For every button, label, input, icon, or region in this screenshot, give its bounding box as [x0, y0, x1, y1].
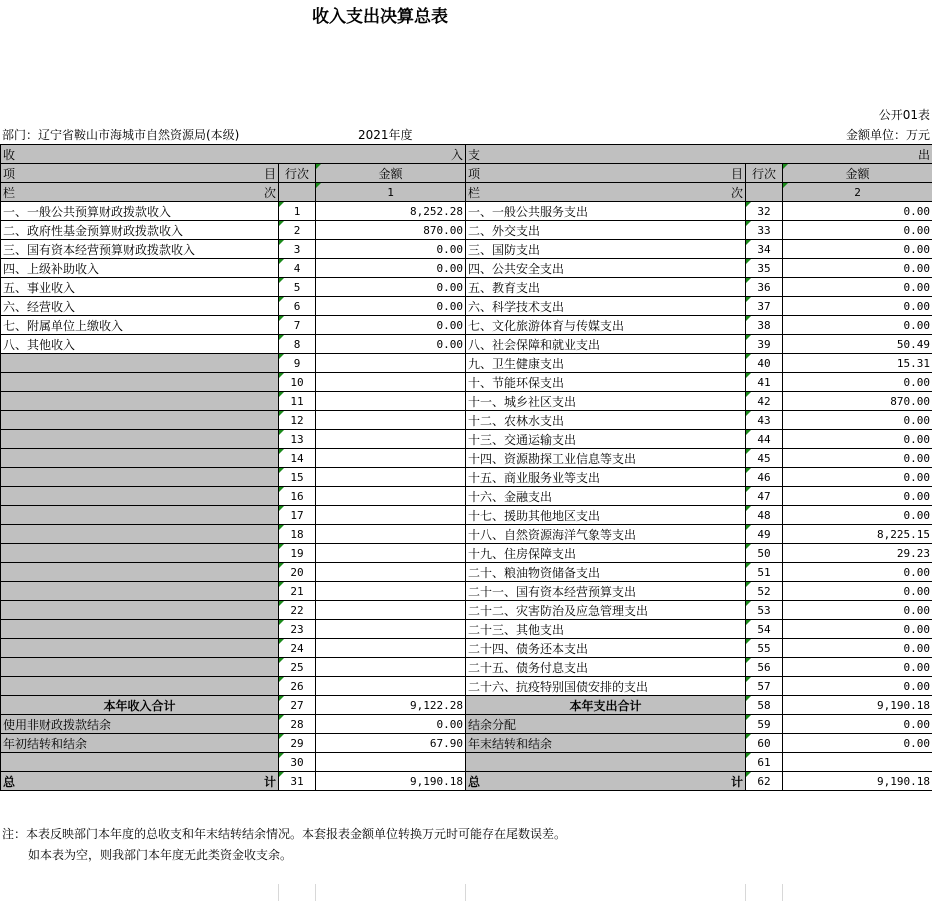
- expense-total-line-number: 58: [746, 696, 783, 715]
- income-item-label: [1, 373, 279, 392]
- table-row: [1, 658, 932, 677]
- income-line-number: 2: [279, 221, 316, 240]
- expense-amount: 0.00: [783, 373, 932, 392]
- expense-line-number: 59: [746, 715, 783, 734]
- income-line-number: 3: [279, 240, 316, 259]
- income-amount: [316, 753, 466, 772]
- expense-line-number: 32: [746, 202, 783, 221]
- income-amount: [316, 563, 466, 582]
- expense-amount: 50.49: [783, 335, 932, 354]
- totals-row: [1, 696, 932, 715]
- table-row: [1, 563, 932, 582]
- table-row: [1, 544, 932, 563]
- expense-item-header: 项 目: [466, 164, 746, 183]
- income-lineno-header: 行次: [279, 164, 316, 183]
- income-item-label: [1, 582, 279, 601]
- expense-item-label: 二十二、灾害防治及应急管理支出: [466, 601, 746, 620]
- table-row: [1, 753, 932, 772]
- expense-line-number: 40: [746, 354, 783, 373]
- expense-line-number: 54: [746, 620, 783, 639]
- expense-item-label: 结余分配: [466, 715, 746, 734]
- expense-line-number: 44: [746, 430, 783, 449]
- income-item-label: [1, 620, 279, 639]
- income-amount: [316, 582, 466, 601]
- expense-item-label: 二十五、债务付息支出: [466, 658, 746, 677]
- income-amount: 870.00: [316, 221, 466, 240]
- income-item-label: 八、其他收入: [1, 335, 279, 354]
- income-line-number: 18: [279, 525, 316, 544]
- table-row: [1, 240, 932, 259]
- income-amount: [316, 354, 466, 373]
- expense-line-number: 45: [746, 449, 783, 468]
- expense-line-number: 41: [746, 373, 783, 392]
- table-row: [1, 202, 932, 221]
- income-item-label: [1, 658, 279, 677]
- expense-total-amount: 9,190.18: [783, 696, 932, 715]
- expense-amount: 0.00: [783, 639, 932, 658]
- expense-item-label: 十一、城乡社区支出: [466, 392, 746, 411]
- table-row: [1, 734, 932, 753]
- expense-item-label: 五、教育支出: [466, 278, 746, 297]
- expense-col-index-label: 栏 次: [466, 183, 746, 202]
- income-item-label: 使用非财政拨款结余: [1, 715, 279, 734]
- expense-line-number: 39: [746, 335, 783, 354]
- income-item-label: [1, 544, 279, 563]
- expense-col-index: 2: [783, 183, 932, 202]
- income-item-label: [1, 449, 279, 468]
- income-amount: 67.90: [316, 734, 466, 753]
- table-row: [1, 411, 932, 430]
- expense-amount: 0.00: [783, 430, 932, 449]
- income-line-number: 28: [279, 715, 316, 734]
- expense-item-label: 二、外交支出: [466, 221, 746, 240]
- income-amount: [316, 601, 466, 620]
- expense-amount: 29.23: [783, 544, 932, 563]
- expense-line-number: 53: [746, 601, 783, 620]
- income-amount-header: 金额: [316, 164, 466, 183]
- expense-line-number: 60: [746, 734, 783, 753]
- income-item-label: 七、附属单位上缴收入: [1, 316, 279, 335]
- expense-item-label: 二十一、国有资本经营预算支出: [466, 582, 746, 601]
- income-amount: 0.00: [316, 297, 466, 316]
- expense-line-number: 52: [746, 582, 783, 601]
- table-row: [1, 487, 932, 506]
- expense-line-number: 33: [746, 221, 783, 240]
- expense-line-number: 49: [746, 525, 783, 544]
- income-line-number: 19: [279, 544, 316, 563]
- income-total-label: 本年收入合计: [1, 696, 279, 715]
- income-line-number: 1: [279, 202, 316, 221]
- income-line-number: 20: [279, 563, 316, 582]
- income-amount: [316, 411, 466, 430]
- expense-item-label: 十七、援助其他地区支出: [466, 506, 746, 525]
- expense-item-label: 二十、粮油物资储备支出: [466, 563, 746, 582]
- income-amount: [316, 620, 466, 639]
- expense-amount: 0.00: [783, 316, 932, 335]
- income-line-number: 8: [279, 335, 316, 354]
- income-total-amount: 9,122.28: [316, 696, 466, 715]
- expense-item-label: 十六、金融支出: [466, 487, 746, 506]
- income-amount: [316, 487, 466, 506]
- income-line-number: 17: [279, 506, 316, 525]
- income-expense-table: [0, 144, 932, 791]
- income-line-number: 11: [279, 392, 316, 411]
- expense-amount: 0.00: [783, 240, 932, 259]
- income-item-label: [1, 677, 279, 696]
- note-line-1: 注：本表反映部门本年度的总收支和年末结转结余情况。本套报表金额单位转换万元时可能存在尾数误差。: [2, 827, 567, 841]
- expense-line-number: 61: [746, 753, 783, 772]
- income-amount: [316, 639, 466, 658]
- income-item-label: [1, 563, 279, 582]
- sheet-gridline: [315, 884, 316, 901]
- income-total-line-number: 27: [279, 696, 316, 715]
- grand-total-row: [1, 772, 932, 791]
- expense-amount: 0.00: [783, 259, 932, 278]
- expense-item-label: 三、国防支出: [466, 240, 746, 259]
- income-item-label: [1, 487, 279, 506]
- table-row: [1, 354, 932, 373]
- income-line-number: 29: [279, 734, 316, 753]
- income-item-label: [1, 468, 279, 487]
- income-col-index-label: 栏 次: [1, 183, 279, 202]
- expense-item-label: 二十四、债务还本支出: [466, 639, 746, 658]
- expense-amount: 0.00: [783, 449, 932, 468]
- income-line-number: 23: [279, 620, 316, 639]
- expense-lineno-header: 行次: [746, 164, 783, 183]
- expense-amount: 0.00: [783, 468, 932, 487]
- income-item-label: 二、政府性基金预算财政拨款收入: [1, 221, 279, 240]
- expense-amount: 0.00: [783, 563, 932, 582]
- table-row: [1, 430, 932, 449]
- income-item-label: [1, 525, 279, 544]
- income-item-label: [1, 506, 279, 525]
- income-amount: [316, 677, 466, 696]
- income-item-label: [1, 354, 279, 373]
- expense-amount: 0.00: [783, 202, 932, 221]
- income-item-label: [1, 430, 279, 449]
- table-row: [1, 506, 932, 525]
- expense-item-label: 十四、资源勘探工业信息等支出: [466, 449, 746, 468]
- income-item-label: [1, 392, 279, 411]
- expense-item-label: 十五、商业服务业等支出: [466, 468, 746, 487]
- expense-amount: 0.00: [783, 506, 932, 525]
- income-col-index: 1: [316, 183, 466, 202]
- expense-section-header: 支 出: [466, 145, 932, 164]
- income-line-number: 26: [279, 677, 316, 696]
- expense-col-index-blank: [746, 183, 783, 202]
- income-amount: 0.00: [316, 335, 466, 354]
- expense-line-number: 56: [746, 658, 783, 677]
- expense-line-number: 43: [746, 411, 783, 430]
- expense-amount-header: 金额: [783, 164, 932, 183]
- income-line-number: 7: [279, 316, 316, 335]
- expense-grand-total-amount: 9,190.18: [783, 772, 932, 791]
- table-row: [1, 297, 932, 316]
- income-amount: [316, 449, 466, 468]
- income-grand-total-amount: 9,190.18: [316, 772, 466, 791]
- sheet-gridline: [745, 884, 746, 901]
- report-title: 收入支出决算总表: [312, 7, 448, 27]
- expense-item-label: 六、科学技术支出: [466, 297, 746, 316]
- income-amount: [316, 544, 466, 563]
- expense-amount: 0.00: [783, 582, 932, 601]
- table-row: [1, 449, 932, 468]
- expense-item-label: 十九、住房保障支出: [466, 544, 746, 563]
- income-amount: 8,252.28: [316, 202, 466, 221]
- income-amount: [316, 468, 466, 487]
- income-line-number: 16: [279, 487, 316, 506]
- income-amount: [316, 430, 466, 449]
- income-grand-total-label: 总 计: [1, 772, 279, 791]
- income-col-index-blank: [279, 183, 316, 202]
- expense-line-number: 55: [746, 639, 783, 658]
- income-line-number: 9: [279, 354, 316, 373]
- income-line-number: 30: [279, 753, 316, 772]
- expense-item-label: 十三、交通运输支出: [466, 430, 746, 449]
- unit-label: 金额单位：万元: [845, 128, 930, 142]
- income-item-label: 三、国有资本经营预算财政拨款收入: [1, 240, 279, 259]
- expense-line-number: 48: [746, 506, 783, 525]
- income-item-label: 六、经营收入: [1, 297, 279, 316]
- income-amount: 0.00: [316, 316, 466, 335]
- expense-amount: 0.00: [783, 411, 932, 430]
- income-amount: 0.00: [316, 259, 466, 278]
- expense-line-number: 47: [746, 487, 783, 506]
- income-item-label: 四、上级补助收入: [1, 259, 279, 278]
- income-amount: [316, 658, 466, 677]
- expense-amount: 0.00: [783, 658, 932, 677]
- form-code: 公开01表: [878, 108, 930, 122]
- expense-grand-line-number: 62: [746, 772, 783, 791]
- expense-amount: 8,225.15: [783, 525, 932, 544]
- income-item-label: [1, 753, 279, 772]
- income-line-number: 24: [279, 639, 316, 658]
- income-line-number: 5: [279, 278, 316, 297]
- income-line-number: 6: [279, 297, 316, 316]
- expense-amount: 15.31: [783, 354, 932, 373]
- table-row: [1, 335, 932, 354]
- table-row: [1, 677, 932, 696]
- table-row: [1, 468, 932, 487]
- income-line-number: 21: [279, 582, 316, 601]
- income-line-number: 12: [279, 411, 316, 430]
- table-row: [1, 221, 932, 240]
- year-label: 2021年度: [358, 128, 413, 142]
- expense-amount: 0.00: [783, 221, 932, 240]
- header-row-index: [1, 183, 932, 202]
- expense-amount: 0.00: [783, 734, 932, 753]
- table-row: [1, 373, 932, 392]
- expense-item-label: 二十六、抗疫特别国债安排的支出: [466, 677, 746, 696]
- header-row-section: [1, 145, 932, 164]
- expense-amount: 0.00: [783, 487, 932, 506]
- expense-item-label: 七、文化旅游体育与传媒支出: [466, 316, 746, 335]
- expense-amount: 0.00: [783, 278, 932, 297]
- expense-item-label: 一、一般公共服务支出: [466, 202, 746, 221]
- expense-line-number: 51: [746, 563, 783, 582]
- income-amount: [316, 373, 466, 392]
- expense-grand-total-label: 总 计: [466, 772, 746, 791]
- income-line-number: 22: [279, 601, 316, 620]
- income-amount: 0.00: [316, 278, 466, 297]
- income-item-label: [1, 601, 279, 620]
- expense-amount: 0.00: [783, 297, 932, 316]
- expense-amount: 0.00: [783, 601, 932, 620]
- table-row: [1, 715, 932, 734]
- sheet-gridline: [278, 884, 279, 901]
- income-item-label: 一、一般公共预算财政拨款收入: [1, 202, 279, 221]
- table-row: [1, 392, 932, 411]
- sheet-gridline: [782, 884, 783, 901]
- table-row: [1, 601, 932, 620]
- income-grand-line-number: 31: [279, 772, 316, 791]
- income-item-label: 年初结转和结余: [1, 734, 279, 753]
- expense-line-number: 34: [746, 240, 783, 259]
- expense-line-number: 57: [746, 677, 783, 696]
- table-row: [1, 620, 932, 639]
- expense-line-number: 46: [746, 468, 783, 487]
- income-item-label: 五、事业收入: [1, 278, 279, 297]
- expense-total-label: 本年支出合计: [466, 696, 746, 715]
- income-item-label: [1, 639, 279, 658]
- expense-item-label: 年末结转和结余: [466, 734, 746, 753]
- expense-item-label: 八、社会保障和就业支出: [466, 335, 746, 354]
- income-item-label: [1, 411, 279, 430]
- sheet-gridline: [465, 884, 466, 901]
- department-label: 部门：辽宁省鞍山市海城市自然资源局(本级): [2, 128, 240, 142]
- header-row-columns: [1, 164, 932, 183]
- expense-amount: 870.00: [783, 392, 932, 411]
- income-line-number: 15: [279, 468, 316, 487]
- income-item-header: 项 目: [1, 164, 279, 183]
- expense-amount: 0.00: [783, 677, 932, 696]
- income-amount: [316, 392, 466, 411]
- income-line-number: 13: [279, 430, 316, 449]
- income-line-number: 14: [279, 449, 316, 468]
- expense-item-label: 十八、自然资源海洋气象等支出: [466, 525, 746, 544]
- table-row: [1, 639, 932, 658]
- income-line-number: 4: [279, 259, 316, 278]
- expense-item-label: 四、公共安全支出: [466, 259, 746, 278]
- income-amount: 0.00: [316, 240, 466, 259]
- income-section-header: 收 入: [1, 145, 466, 164]
- expense-amount: 0.00: [783, 620, 932, 639]
- expense-line-number: 36: [746, 278, 783, 297]
- table-row: [1, 316, 932, 335]
- expense-item-label: 十二、农林水支出: [466, 411, 746, 430]
- income-amount: [316, 506, 466, 525]
- note-line-2: 如本表为空，则我部门本年度无此类资金收支余。: [28, 848, 293, 862]
- table-row: [1, 582, 932, 601]
- expense-line-number: 37: [746, 297, 783, 316]
- expense-item-label: 二十三、其他支出: [466, 620, 746, 639]
- expense-line-number: 42: [746, 392, 783, 411]
- table-row: [1, 278, 932, 297]
- expense-amount: 0.00: [783, 715, 932, 734]
- income-amount: 0.00: [316, 715, 466, 734]
- expense-item-label: 十、节能环保支出: [466, 373, 746, 392]
- expense-line-number: 35: [746, 259, 783, 278]
- expense-line-number: 50: [746, 544, 783, 563]
- expense-amount: [783, 753, 932, 772]
- income-line-number: 10: [279, 373, 316, 392]
- table-row: [1, 259, 932, 278]
- income-line-number: 25: [279, 658, 316, 677]
- expense-item-label: 九、卫生健康支出: [466, 354, 746, 373]
- income-amount: [316, 525, 466, 544]
- expense-item-label: [466, 753, 746, 772]
- table-row: [1, 525, 932, 544]
- expense-line-number: 38: [746, 316, 783, 335]
